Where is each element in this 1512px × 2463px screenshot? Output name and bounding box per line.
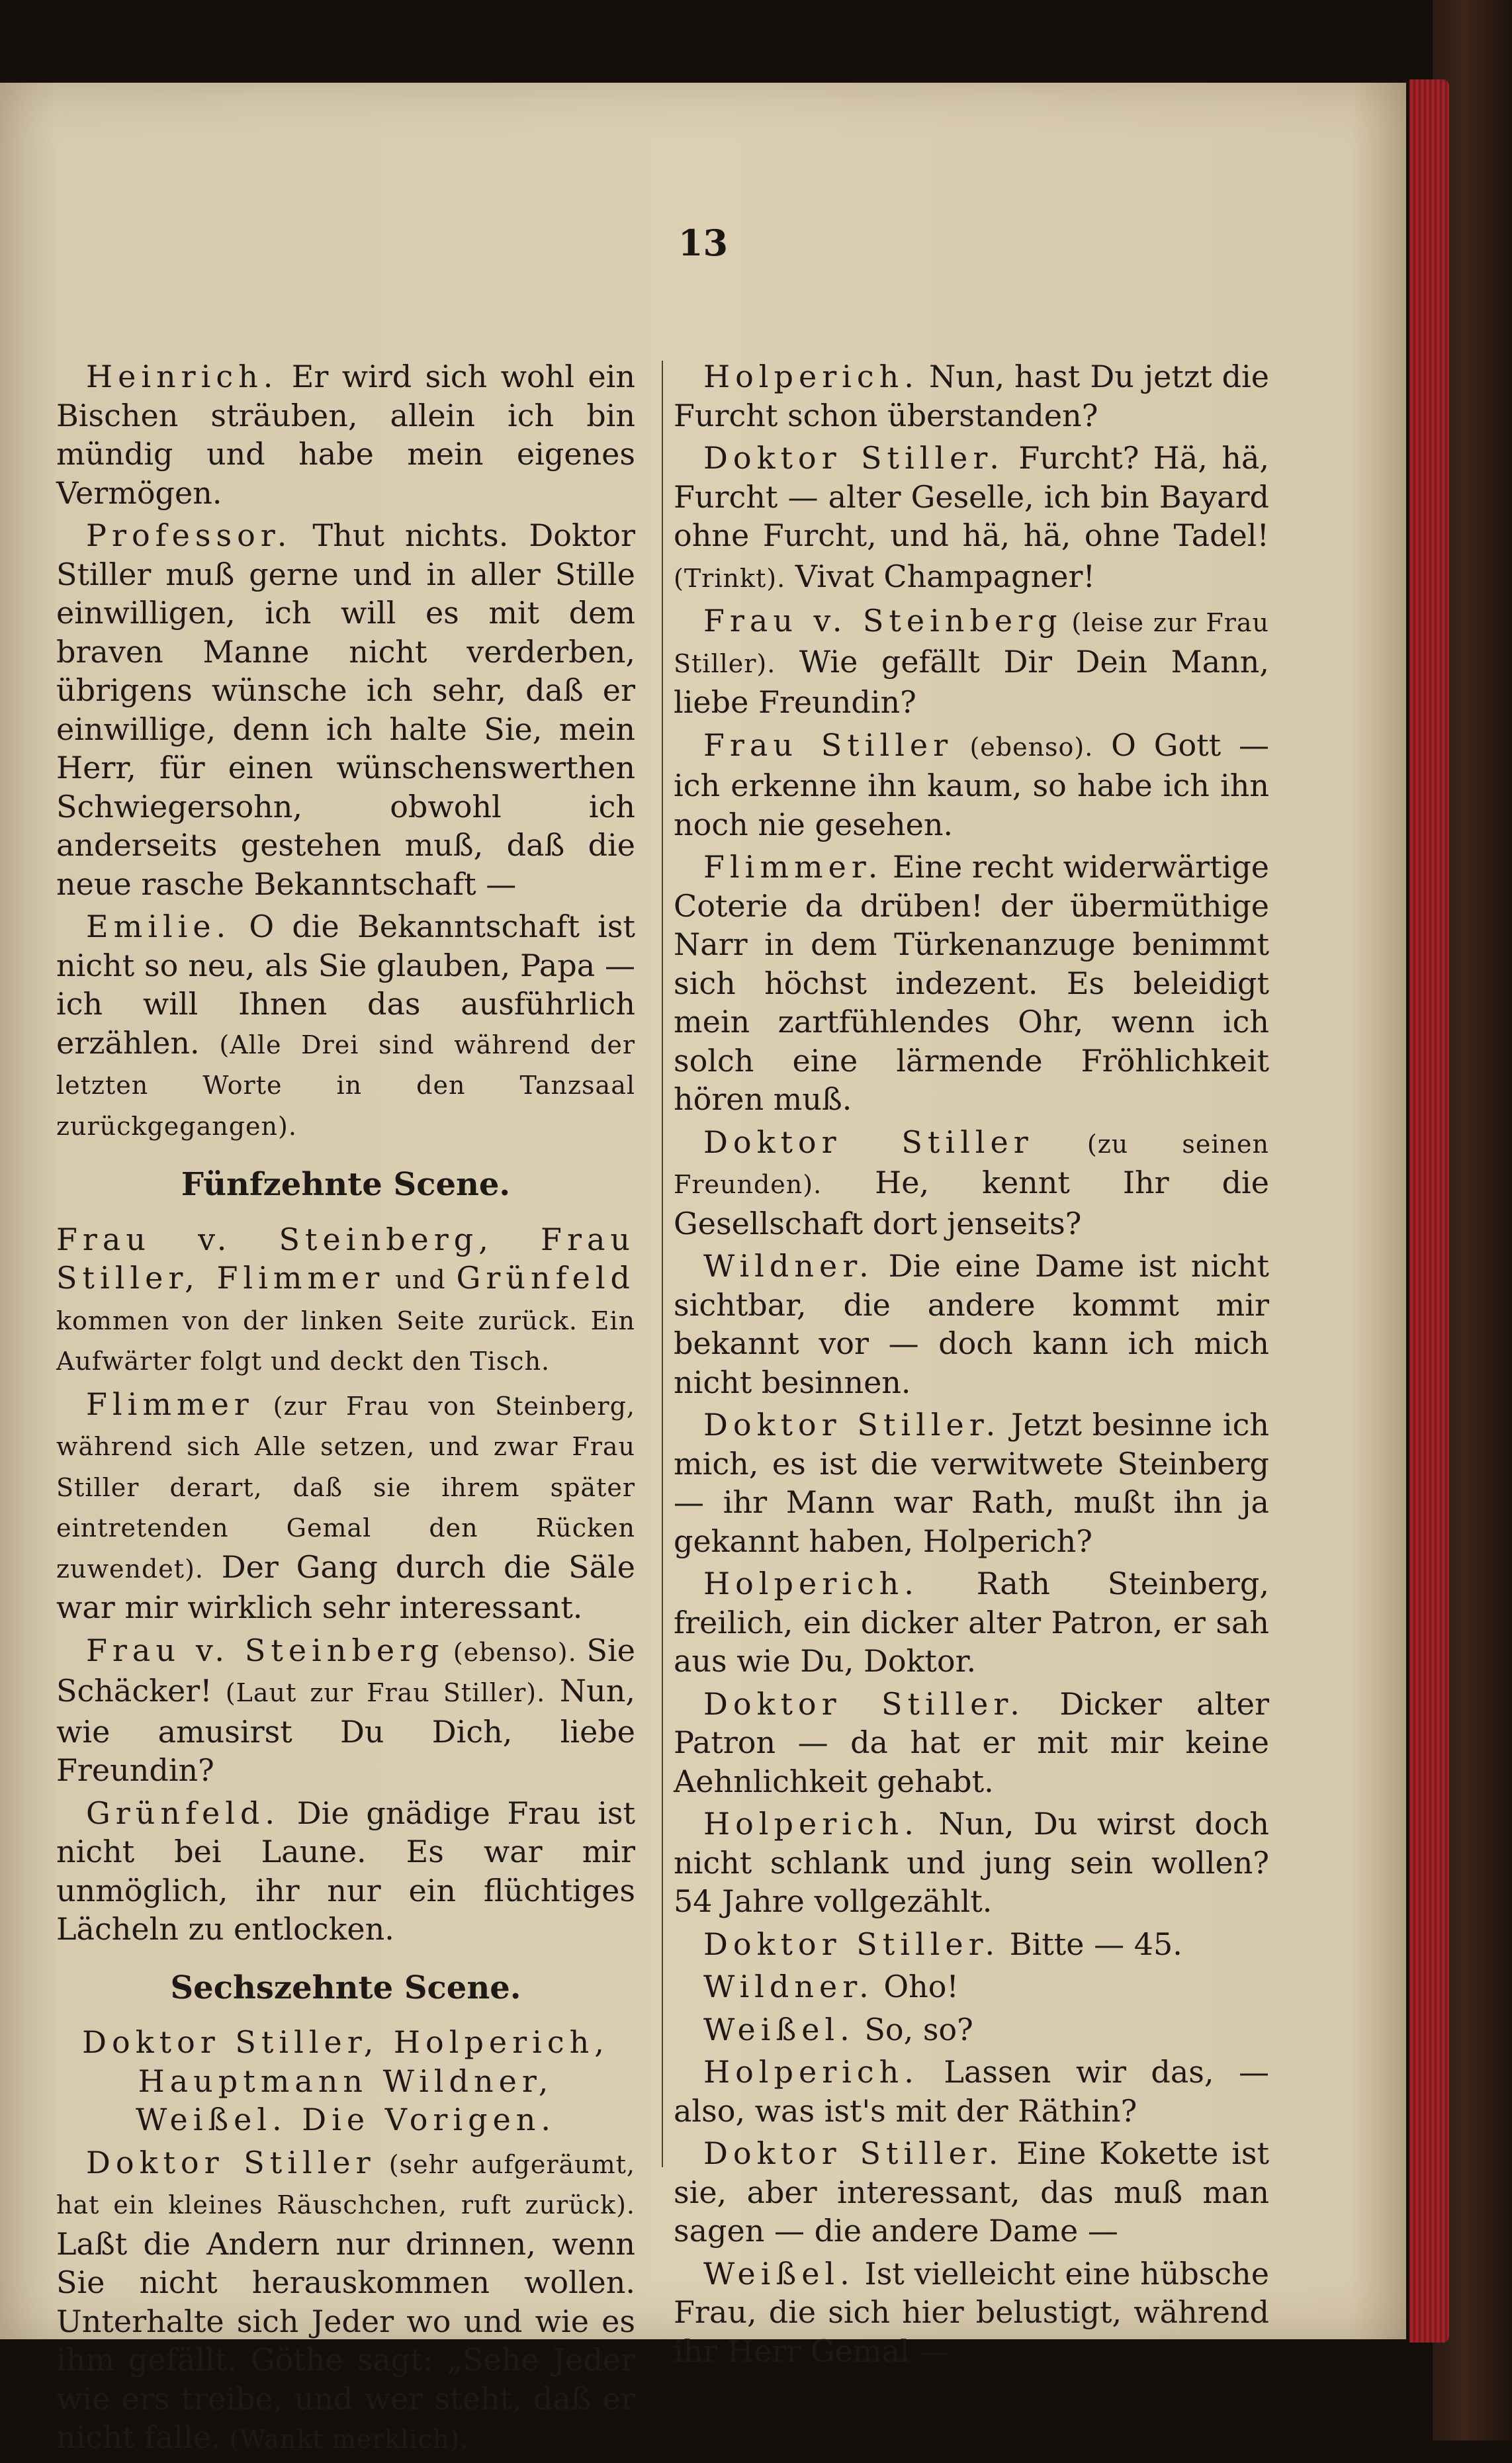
dialogue-text: Rath Steinberg, freilich, ein dicker alter Patron, er sah aus wie Du, Doktor. — [674, 1566, 1269, 1679]
stage-direction: (zu seinen Freunden). — [674, 1129, 1269, 1199]
paragraph — [56, 1794, 635, 1949]
speaker-name: Weißel. — [703, 2011, 855, 2047]
speaker-name: Holperich. — [703, 1806, 919, 1842]
paragraph — [674, 848, 1269, 1119]
paragraph — [674, 1564, 1269, 1681]
page-number: 13 — [678, 222, 729, 264]
dialogue-text: Wie gefällt Dir Dein Mann, liebe Freundin? — [674, 643, 1269, 720]
paragraph — [674, 2255, 1269, 2371]
paragraph — [56, 1631, 635, 1790]
paragraph — [674, 602, 1269, 722]
cast-names: Grünfeld — [456, 1260, 636, 1296]
speaker-name: Frau v. Steinberg — [86, 1632, 445, 1668]
stage-direction: kommen von der linken Seite zurück. Ein Aufwärter folgt und deckt den Tisch. — [56, 1306, 635, 1376]
stage-direction: (Alle Drei sind während der letzten Worte in den Tanzsaal zurückgegangen). — [56, 1030, 635, 1141]
stage-direction: (Wankt merklich). — [220, 2425, 469, 2454]
paragraph — [674, 1123, 1269, 1243]
stage-direction: (leise zur Frau Stiller). — [674, 608, 1270, 678]
speaker-name: Doktor Stiller. — [703, 1926, 1001, 1962]
speaker-name: Doktor Stiller. — [703, 1685, 1025, 1722]
speaker-name: Heinrich. — [86, 359, 279, 394]
paragraph — [674, 726, 1269, 844]
speaker-name: Grünfeld. — [86, 1795, 281, 1831]
dialogue-text: Laßt die Andern nur drinnen, wenn Sie nicht herauskommen wollen. Unterhalte sich Jeder wo und wie es ihm gefällt. Göthe sagt: „Sehe Jeder wie ers treibe, und wer steht, daß er nicht falle. — [56, 2225, 635, 2455]
dialogue-text: Lassen wir das, — also, was ist's mit der Räthin? — [674, 2054, 1269, 2129]
cast-list: Doktor Stiller, Holperich, Hauptmann Wildner, Weißel. Die Vorigen. — [82, 2024, 609, 2137]
dialogue-text: Nun, hast Du jetzt die Furcht schon überstanden? — [674, 359, 1269, 433]
speaker-name: Emilie. — [86, 909, 232, 944]
paragraph — [56, 907, 635, 1145]
paragraph — [674, 1406, 1269, 1560]
speaker-name: Flimmer. — [703, 849, 883, 885]
speaker-name: Doktor Stiller. — [703, 2135, 1004, 2171]
paragraph — [674, 1685, 1269, 1801]
page-stack-edge — [1409, 79, 1449, 2343]
dialogue-text: Vivat Champagner! — [785, 558, 1095, 594]
left-column — [56, 357, 635, 2463]
cast-list — [56, 1220, 635, 1381]
cast-connector: und — [384, 1265, 457, 1294]
dialogue-text: Die gnädige Frau ist nicht bei Laune. Es war mir unmöglich, ihr nur ein flüchtiges Lächeln zu entlocken. — [56, 1795, 635, 1947]
speaker-name: Professor. — [86, 517, 292, 553]
stage-direction: (zur Frau von Steinberg, während sich Alle setzen, und zwar Frau Stiller derart, daß sie ihrem später eintretenden Gemal den Rücken zuwendet). — [56, 1391, 635, 1584]
dialogue-text: Oho! — [873, 1969, 959, 2004]
paragraph — [674, 1805, 1269, 1921]
paragraph — [674, 2053, 1269, 2130]
speaker-name: Flimmer — [86, 1386, 254, 1422]
dialogue-text: Nun, Du wirst doch nicht schlank und jung sein wollen? 54 Jahre vollgezählt. — [674, 1806, 1269, 1919]
dialogue-text: Jetzt besinne ich mich, es ist die verwitwete Steinberg — ihr Mann war Rath, mußt ihn ja gekannt haben, Holperich? — [674, 1407, 1269, 1559]
dialogue-text: Dicker alter Patron — da hat er mit mir keine Aehnlichkeit gehabt. — [674, 1685, 1269, 1799]
stage-direction: (sehr aufgeräumt, hat ein kleines Räuschchen, ruft zurück). — [56, 2149, 635, 2219]
paragraph — [56, 1385, 635, 1627]
speaker-name: Holperich. — [703, 2054, 919, 2090]
speaker-name: Weißel. — [703, 2255, 855, 2292]
cast-names: Frau v. Steinberg, Frau Stiller, Flimmer — [56, 1221, 635, 1296]
paragraph — [674, 439, 1269, 598]
stage-direction: (ebenso). — [953, 732, 1094, 762]
dialogue-text: O die Bekanntschaft ist nicht so neu, als Sie glauben, Papa — ich will Ihnen das ausführlich erzählen. — [56, 909, 635, 1061]
speaker-name: Doktor Stiller. — [703, 440, 1004, 476]
speaker-name: Doktor Stiller. — [703, 1407, 1001, 1443]
scene-heading: Sechszehnte Scene. — [170, 1969, 521, 2006]
speaker-name: Holperich. — [703, 1566, 919, 1601]
dialogue-text: Ist vielleicht eine hübsche Frau, die sich hier belustigt, während ihr Herr Gemal — — [674, 2255, 1269, 2369]
dialogue-text: Er wird sich wohl ein Bischen sträuben, allein ich bin mündig und habe mein eigenes Vermögen. — [56, 359, 635, 511]
paragraph — [56, 516, 635, 903]
dialogue-text: Thut nichts. Doktor Stiller muß gerne und in aller Stille einwilligen, ich will es mit dem braven Manne nicht verderben, übrigens wünsche ich sehr, daß er einwillige, denn ich halte Sie, mein Herr, für einen wünschenswerthen Schwiegersohn, obwohl ich anderseits gestehen muß, daß die neue rasche Bekanntschaft — — [56, 517, 635, 902]
speaker-name: Wildner. — [703, 1248, 874, 1284]
dialogue-text: Die eine Dame ist nicht sichtbar, die andere kommt mir bekannt vor — doch kann ich mich nicht besinnen. — [674, 1248, 1269, 1400]
dialogue-text: Sie Schäcker! — [56, 1632, 635, 1709]
speaker-name: Holperich. — [703, 359, 919, 394]
dialogue-text: So, so? — [854, 2011, 973, 2047]
right-column — [674, 357, 1269, 2374]
speaker-name: Wildner. — [703, 1969, 874, 2004]
book-page — [0, 83, 1406, 2455]
paragraph — [674, 357, 1269, 435]
paragraph — [56, 2143, 635, 2459]
scene-heading: Fünfzehnte Scene. — [181, 1166, 511, 1203]
paragraph — [674, 2134, 1269, 2251]
speaker-name: Doktor Stiller — [86, 2144, 376, 2180]
paragraph — [56, 357, 635, 512]
dialogue-text: Furcht? Hä, hä, Furcht — alter Geselle, ich bin Bayard ohne Furcht, und hä, hä, ohne Tadel! — [674, 440, 1269, 553]
speaker-name: Frau v. Steinberg — [703, 603, 1063, 639]
dialogue-text: O Gott — ich erkenne ihn kaum, so habe ich ihn noch nie gesehen. — [674, 727, 1269, 842]
speaker-name: Frau Stiller — [703, 727, 954, 763]
paragraph — [674, 2010, 1269, 2049]
dialogue-text: Nun, wie amusirst Du Dich, liebe Freundin? — [56, 1673, 635, 1788]
paragraph — [674, 1967, 1269, 2006]
column-divider — [662, 361, 663, 2167]
dialogue-text: Der Gang durch die Säle war mir wirklich sehr interessant. — [56, 1548, 635, 1625]
dialogue-text: Eine Kokette ist sie, aber interessant, das muß man sagen — die andere Dame — — [674, 2135, 1269, 2249]
dialogue-text: Eine recht widerwärtige Coterie da drüben! der übermüthige Narr in dem Türkenanzuge benimmt sich höchst indezent. Es beleidigt mein zartfühlendes Ohr, wenn ich solch eine lärmende Fröhlichkeit hören muß. — [674, 849, 1269, 1117]
stage-direction: (ebenso). — [444, 1637, 577, 1667]
stage-direction: (Laut zur Frau Stiller). — [212, 1678, 546, 1707]
speaker-name: Doktor Stiller — [703, 1124, 1034, 1160]
paragraph — [674, 1925, 1269, 1964]
dialogue-text: Bitte — 45. — [1000, 1926, 1182, 1962]
paragraph — [674, 1247, 1269, 1402]
dialogue-text: He, kennt Ihr die Gesellschaft dort jenseits? — [674, 1165, 1269, 1241]
stage-direction: (Trinkt). — [674, 563, 786, 593]
